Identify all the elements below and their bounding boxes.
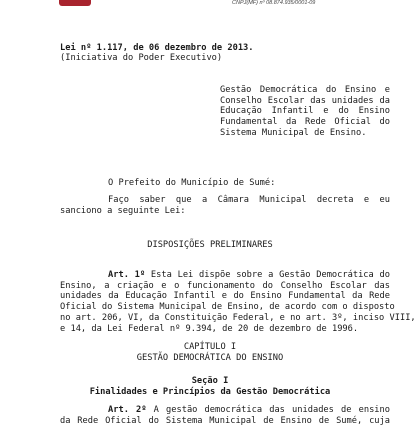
prefeito-line: O Prefeito do Município de Sumé: [108, 178, 276, 188]
chapter-title: GESTÃO DEMOCRÁTICA DO ENSINO [136, 353, 284, 363]
paragraph-line: Oficial do Sistema Municipal de Ensino, de acordo com o disposto [60, 302, 395, 313]
article-label: Art. 2º [108, 405, 147, 415]
section-title: Finalidades e Princípios da Gestão Democrática [89, 387, 331, 397]
municipal-logo [59, 0, 91, 6]
cnpj-header: CNPJ(MF) nº 08.874.935/0001-09 [232, 0, 316, 6]
paragraph-line: unidades da Educação Infantil e do Ensino Fundamental da Rede [60, 291, 390, 302]
article-2 [60, 405, 390, 426]
paragraph-line: no art. 206, VI, da Constituição Federal, e no art. 3º, inciso VIII, [60, 312, 416, 323]
ementa-line: Educação Infantil e do Ensino [220, 106, 390, 117]
ementa-line: Gestão Democrática do Ensino e [220, 85, 390, 95]
paragraph-line [60, 270, 390, 281]
section-heading: DISPOSIÇÕES PRELIMINARES [147, 240, 273, 250]
section-number: Seção I [191, 376, 229, 386]
law-title: Lei nº 1.117, de 06 dezembro de 2013. [60, 43, 254, 53]
article-text: Esta Lei dispõe sobre a Gestão Democrática do [145, 270, 390, 280]
paragraph-line: e 14, da Lei Federal nº 9.394, de 20 de dezembro de 1996. [60, 323, 359, 334]
paragraph-line: da Rede Oficial do Sistema Municipal de Ensino de Sumé, cuja [60, 415, 390, 426]
chapter-number: CAPÍTULO I [183, 342, 237, 352]
law-initiative: (Iniciativa do Poder Executivo) [60, 53, 223, 63]
ementa-line: Conselho Escolar das unidades da [220, 95, 390, 106]
paragraph-line: sanciono a seguinte Lei: [60, 205, 186, 216]
article-text: A gestão democrática das unidades de ensino [146, 405, 390, 415]
faco-saber-paragraph [60, 195, 390, 216]
paragraph-line: Faço saber que a Câmara Municipal decreta e eu [108, 195, 390, 205]
article-label: Art. 1º [108, 270, 146, 280]
paragraph-line [60, 405, 390, 416]
paragraph-line: Ensino, a criação e o funcionamento do Conselho Escolar das [60, 280, 390, 291]
ementa-line: Sistema Municipal de Ensino. [220, 127, 367, 138]
law-ementa [220, 85, 390, 139]
article-1 [60, 270, 416, 334]
ementa-line: Fundamental da Rede Oficial do [220, 117, 390, 128]
